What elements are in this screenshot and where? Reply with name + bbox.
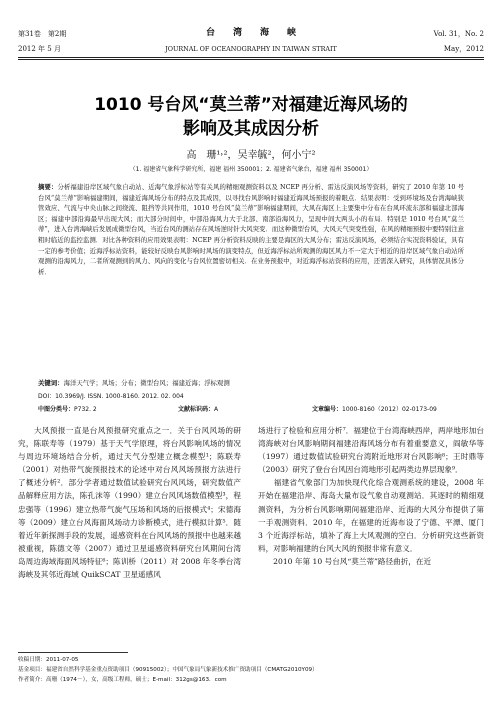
article-number (312, 404, 437, 413)
date-en: May，2012 (443, 45, 484, 53)
keywords-text: 海洋天气学；风场；分布；微型台风；福建近海；浮标观测 (63, 379, 230, 387)
body-right-column: 场进行了检验和应用分析⁷．福建位于台湾海峡西岸，两岸地形加台湾海峡对台风影响期间福建沿海风场分布有着重要意义，阎敏华等（1997）通过数值试验研究台湾附近地形对台风影响⁸；王时鼎等（2003）研究了登台台风因台湾地形引起两类边界层现象⁹． 福建省气象部门为加快现代化综合观测系统的建设，2008 年开始在福建沿岸、海岛大量布设气象自动观测站．其逐时的精细观测资料，为分析台风影响期间福建沿岸、近海的大风分布提供了第一手观测资料．2010 年，在福建的近海布设了宁德、平潭、厦门 3 个近海浮标站，填补了海上大风观测的空白．分析研究这些新资料，对影响福建的台风大风的预报非常有意义． 2010 年第 10 号台风“莫兰蒂”路径曲折，在近 (258, 426, 484, 566)
affiliation: （1. 福建省气象科学研究所，福建 福州 350001；2. 福建省气象台，福建 福州 350001） (129, 166, 373, 173)
clc-number (38, 404, 97, 413)
received-date: 收稿日期：2011-07-05 (18, 657, 79, 663)
date-cn: 2012 年 5 月 (18, 45, 61, 53)
abstract-text: 分析福建沿岸区域气象自动站、近海气象浮标站等有关风的精细观测资料以及 NCEP 再分析、雷达反演风场等资料，研究了 2010 年第 10 号台风“莫兰蒂”影响福建期间，福建近海风场分布的特点及其成因，以寻找台风影响时福建近海风场预报的着眼点．结果表明：受到环境场及台湾海峡狭管效应、气流与中央山脉之间绕流、阻挡等共同作用，1010 号台风“莫兰蒂”影响福建期间，大风在海区上主要集中分布在台风环流东部和福建北部海区；福建中部沿海最早出现大风；而大部分时间中，中部沿海风力大于北部、南部沿海风力，呈现中间大两头小的布局．特别是 1010 号台风“莫兰蒂”，进入台湾海峡后发展成微型台风，当近台风的测站存在风场逆时针大风突变．而这种微型台风，大风天气突变性强，在风的精细预报中要特别注意粗时临近的监控监测．对比各种资料的应用效果表明：NCEP 再分析资料反映的主要是海区的大风分布；雷达反演风场，必须结合实况资料验证，具有一定的参考价值；近海浮标站资料，能较好反映台风影响时风场的演变特点，但近海浮标站所观测的海区风力不一定大于相近的沿岸区域气象自动站所观测的沿海风力，二者所观测到的风力、风向的变化与台风位置密切相关．在业务预报中，对近海浮标站资料的应用，还需深入研究，具体情况具体分析． (38, 183, 465, 276)
document-code (178, 404, 218, 413)
doc-code-value: A (214, 406, 219, 413)
article-no-value: 1000-8160（2012）02-0173-09 (342, 406, 437, 413)
keywords-label: 关键词： (38, 379, 64, 387)
header-rule-double (18, 59, 484, 60)
volume-issue-en: Vol. 31，No. 2 (433, 30, 484, 38)
header-rule (18, 57, 484, 58)
abstract-label: 摘要： (38, 183, 58, 191)
footnotes (18, 656, 318, 685)
doc-code-label: 文献标识码： (178, 406, 215, 413)
author-info: 作者简介：高珊（1974－），女，高级工程师，硕士；E-mail：312gs@163．com (18, 676, 227, 683)
footnote-rule (18, 652, 128, 653)
article-title-line-1: 1010 号台风“莫兰蒂”对福建近海风场的 (94, 95, 408, 115)
doi: DOI：10.3969/J. ISSN. 1000-8160. 2012. 02. 004 (38, 393, 184, 400)
article-no-label: 文章编号： (312, 406, 343, 413)
clc-value: P732. 2 (74, 406, 97, 413)
volume-issue-cn: 第31卷 第2期 (18, 30, 67, 38)
article-title-line-2: 影响及其成因分析 (183, 119, 319, 139)
funding-info: 基金项目：福建省自然科学基金重点资助项目（90915002）；中国气象局气象新技术推广资助项目（CMATG2010Y09） (18, 666, 318, 673)
clc-label: 中图分类号： (38, 406, 75, 413)
journal-name-en: JOURNAL OF OCEANOGRAPHY IN TAIWAN STRAIT (165, 45, 337, 53)
authors: 高 珊¹˒²，吴幸毓²，何小宁² (186, 150, 316, 161)
keywords (38, 378, 464, 389)
abstract (38, 182, 464, 277)
body-left-column: 大风预报一直是台风预报研究重点之一．关于台风风场的研究，陈联寿等（1979）基于天气学原理，将台风影响风场的情况与周边环境场结合分析，通过天气分型建立概念模型¹；陈联寿（2001）对热带气旋预报技术的论述中对台风风场预报方法进行了概述分析²．部分学者通过数值试验研究台风风场，研究数值产品解释应用方法，陈孔沫等（1990）建立台风风场数值模型³，程忠强等（1996）建立热带气旋气压场和风场的后报模式⁴；宋德海等（2009）建立台风海面风场动力诊断模式，进行模拟计算⁵．随着近年新探测手段的发展，遥感资料在台风风场的预报中也越来越被重视，陈德文等（2007）通过卫星遥感资料研究台风期间台湾岛周边海域海面风场特征⁶；陈训桥（2011）对 2008 年冬季台湾海峡及其邻近海域 QuikSCAT 卫星遥感风 (18, 426, 241, 580)
journal-name-cn: 台 湾 海 峡 (205, 28, 296, 38)
